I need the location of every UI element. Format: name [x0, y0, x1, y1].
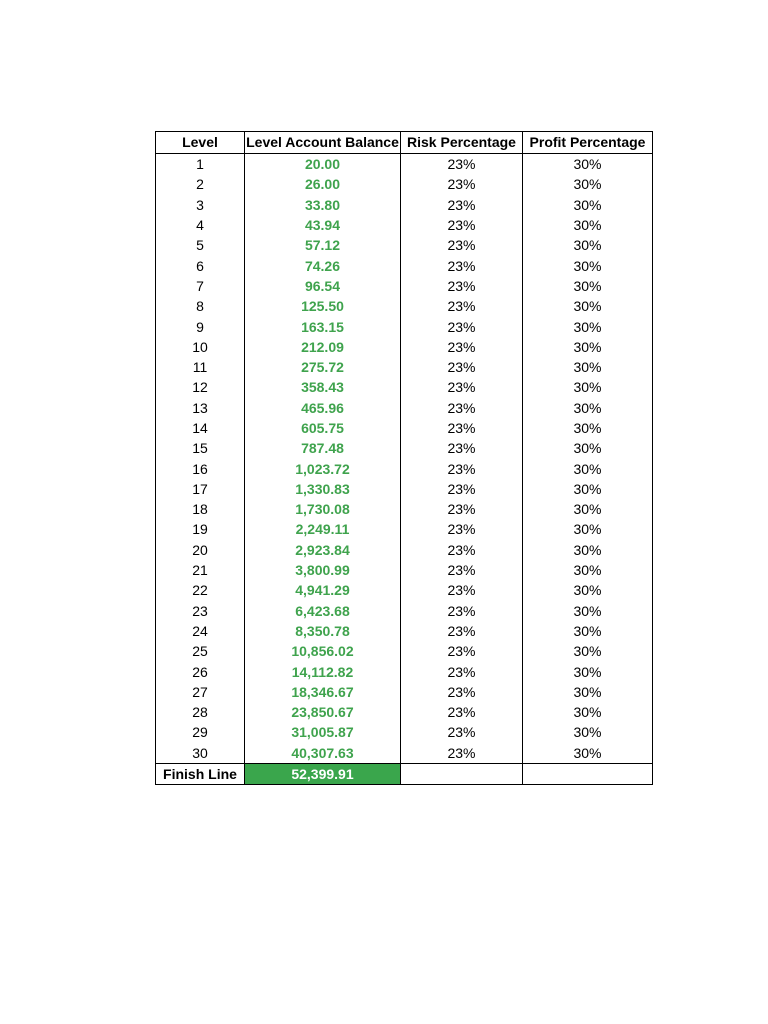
profit-cell: 30% [523, 418, 653, 438]
profit-cell: 30% [523, 215, 653, 235]
risk-cell: 23% [401, 357, 523, 377]
risk-cell: 23% [401, 398, 523, 418]
balance-cell: 605.75 [245, 418, 401, 438]
level-cell: 3 [156, 195, 245, 215]
level-balance-table [155, 131, 653, 785]
balance-cell: 14,112.82 [245, 661, 401, 681]
level-cell: 4 [156, 215, 245, 235]
header-row [156, 132, 653, 154]
profit-cell: 30% [523, 499, 653, 519]
balance-cell: 57.12 [245, 235, 401, 255]
risk-cell: 23% [401, 458, 523, 478]
risk-cell: 23% [401, 702, 523, 722]
table-row [156, 722, 653, 742]
table-row [156, 641, 653, 661]
profit-cell: 30% [523, 479, 653, 499]
table-row [156, 276, 653, 296]
table-row [156, 519, 653, 539]
risk-cell: 23% [401, 540, 523, 560]
table-row [156, 215, 653, 235]
balance-cell: 4,941.29 [245, 580, 401, 600]
risk-cell: 23% [401, 682, 523, 702]
level-cell: 29 [156, 722, 245, 742]
balance-cell: 18,346.67 [245, 682, 401, 702]
profit-cell: 30% [523, 682, 653, 702]
profit-cell: 30% [523, 641, 653, 661]
balance-cell: 10,856.02 [245, 641, 401, 661]
table-row [156, 560, 653, 580]
risk-cell: 23% [401, 479, 523, 499]
balance-cell: 358.43 [245, 377, 401, 397]
level-cell: 6 [156, 255, 245, 275]
balance-cell: 31,005.87 [245, 722, 401, 742]
risk-cell: 23% [401, 499, 523, 519]
level-cell: 12 [156, 377, 245, 397]
level-cell: 17 [156, 479, 245, 499]
profit-cell: 30% [523, 174, 653, 194]
profit-cell: 30% [523, 316, 653, 336]
table-row [156, 702, 653, 722]
balance-cell: 8,350.78 [245, 621, 401, 641]
risk-cell: 23% [401, 438, 523, 458]
level-cell: 13 [156, 398, 245, 418]
profit-cell: 30% [523, 621, 653, 641]
finish-line-balance: 52,399.91 [245, 763, 401, 784]
level-cell: 2 [156, 174, 245, 194]
level-cell: 28 [156, 702, 245, 722]
risk-cell: 23% [401, 661, 523, 681]
level-cell: 7 [156, 276, 245, 296]
balance-cell: 20.00 [245, 154, 401, 175]
table-row [156, 154, 653, 175]
balance-cell: 1,330.83 [245, 479, 401, 499]
profit-cell: 30% [523, 722, 653, 742]
profit-cell: 30% [523, 438, 653, 458]
level-cell: 18 [156, 499, 245, 519]
risk-cell: 23% [401, 722, 523, 742]
level-cell: 5 [156, 235, 245, 255]
header-risk-percentage: Risk Percentage [401, 132, 523, 154]
table-row [156, 337, 653, 357]
risk-cell: 23% [401, 154, 523, 175]
risk-cell: 23% [401, 641, 523, 661]
risk-cell: 23% [401, 235, 523, 255]
profit-cell: 30% [523, 235, 653, 255]
table-row [156, 540, 653, 560]
profit-cell: 30% [523, 377, 653, 397]
finish-line-label: Finish Line [156, 763, 245, 784]
table-row [156, 377, 653, 397]
table-row [156, 255, 653, 275]
profit-cell: 30% [523, 580, 653, 600]
table-row [156, 418, 653, 438]
level-cell: 11 [156, 357, 245, 377]
level-cell: 22 [156, 580, 245, 600]
level-cell: 21 [156, 560, 245, 580]
balance-cell: 2,923.84 [245, 540, 401, 560]
table-row [156, 174, 653, 194]
risk-cell: 23% [401, 296, 523, 316]
risk-cell: 23% [401, 337, 523, 357]
level-cell: 23 [156, 601, 245, 621]
risk-cell: 23% [401, 560, 523, 580]
risk-cell: 23% [401, 276, 523, 296]
header-level-account-balance: Level Account Balance [245, 132, 401, 154]
level-cell: 25 [156, 641, 245, 661]
level-cell: 27 [156, 682, 245, 702]
risk-cell: 23% [401, 519, 523, 539]
table-row [156, 661, 653, 681]
table-row [156, 601, 653, 621]
table-row [156, 195, 653, 215]
header-profit-percentage: Profit Percentage [523, 132, 653, 154]
table-row [156, 235, 653, 255]
profit-cell: 30% [523, 357, 653, 377]
balance-cell: 33.80 [245, 195, 401, 215]
profit-cell: 30% [523, 661, 653, 681]
profit-cell: 30% [523, 154, 653, 175]
balance-cell: 163.15 [245, 316, 401, 336]
table-row [156, 458, 653, 478]
risk-cell: 23% [401, 215, 523, 235]
profit-cell: 30% [523, 255, 653, 275]
table-row [156, 499, 653, 519]
balance-cell: 465.96 [245, 398, 401, 418]
level-cell: 14 [156, 418, 245, 438]
table-row [156, 621, 653, 641]
header-level: Level [156, 132, 245, 154]
profit-cell: 30% [523, 743, 653, 764]
risk-cell: 23% [401, 580, 523, 600]
risk-cell: 23% [401, 377, 523, 397]
table-row [156, 316, 653, 336]
balance-cell: 96.54 [245, 276, 401, 296]
risk-cell: 23% [401, 743, 523, 764]
table-row [156, 296, 653, 316]
balance-cell: 275.72 [245, 357, 401, 377]
balance-cell: 23,850.67 [245, 702, 401, 722]
balance-cell: 2,249.11 [245, 519, 401, 539]
level-cell: 15 [156, 438, 245, 458]
risk-cell: 23% [401, 418, 523, 438]
level-cell: 24 [156, 621, 245, 641]
balance-cell: 1,730.08 [245, 499, 401, 519]
finish-line-row [156, 763, 653, 784]
risk-cell: 23% [401, 621, 523, 641]
profit-cell: 30% [523, 296, 653, 316]
finish-line-empty-cell [523, 763, 653, 784]
level-cell: 1 [156, 154, 245, 175]
balance-cell: 26.00 [245, 174, 401, 194]
risk-cell: 23% [401, 195, 523, 215]
table-row [156, 743, 653, 764]
level-cell: 16 [156, 458, 245, 478]
table-row [156, 398, 653, 418]
level-cell: 26 [156, 661, 245, 681]
profit-cell: 30% [523, 276, 653, 296]
level-cell: 10 [156, 337, 245, 357]
risk-cell: 23% [401, 601, 523, 621]
risk-cell: 23% [401, 174, 523, 194]
table-row [156, 357, 653, 377]
table-row [156, 438, 653, 458]
balance-cell: 74.26 [245, 255, 401, 275]
balance-cell: 125.50 [245, 296, 401, 316]
balance-cell: 40,307.63 [245, 743, 401, 764]
profit-cell: 30% [523, 540, 653, 560]
balance-cell: 6,423.68 [245, 601, 401, 621]
table-row [156, 479, 653, 499]
level-cell: 8 [156, 296, 245, 316]
risk-cell: 23% [401, 316, 523, 336]
table-row [156, 580, 653, 600]
profit-cell: 30% [523, 337, 653, 357]
balance-cell: 43.94 [245, 215, 401, 235]
balance-cell: 212.09 [245, 337, 401, 357]
balance-cell: 3,800.99 [245, 560, 401, 580]
profit-cell: 30% [523, 702, 653, 722]
finish-line-empty-cell [401, 763, 523, 784]
level-cell: 30 [156, 743, 245, 764]
profit-cell: 30% [523, 458, 653, 478]
level-cell: 9 [156, 316, 245, 336]
level-cell: 20 [156, 540, 245, 560]
table-row [156, 682, 653, 702]
profit-cell: 30% [523, 519, 653, 539]
profit-cell: 30% [523, 195, 653, 215]
risk-cell: 23% [401, 255, 523, 275]
profit-cell: 30% [523, 601, 653, 621]
balance-cell: 1,023.72 [245, 458, 401, 478]
balance-cell: 787.48 [245, 438, 401, 458]
level-cell: 19 [156, 519, 245, 539]
profit-cell: 30% [523, 560, 653, 580]
profit-cell: 30% [523, 398, 653, 418]
